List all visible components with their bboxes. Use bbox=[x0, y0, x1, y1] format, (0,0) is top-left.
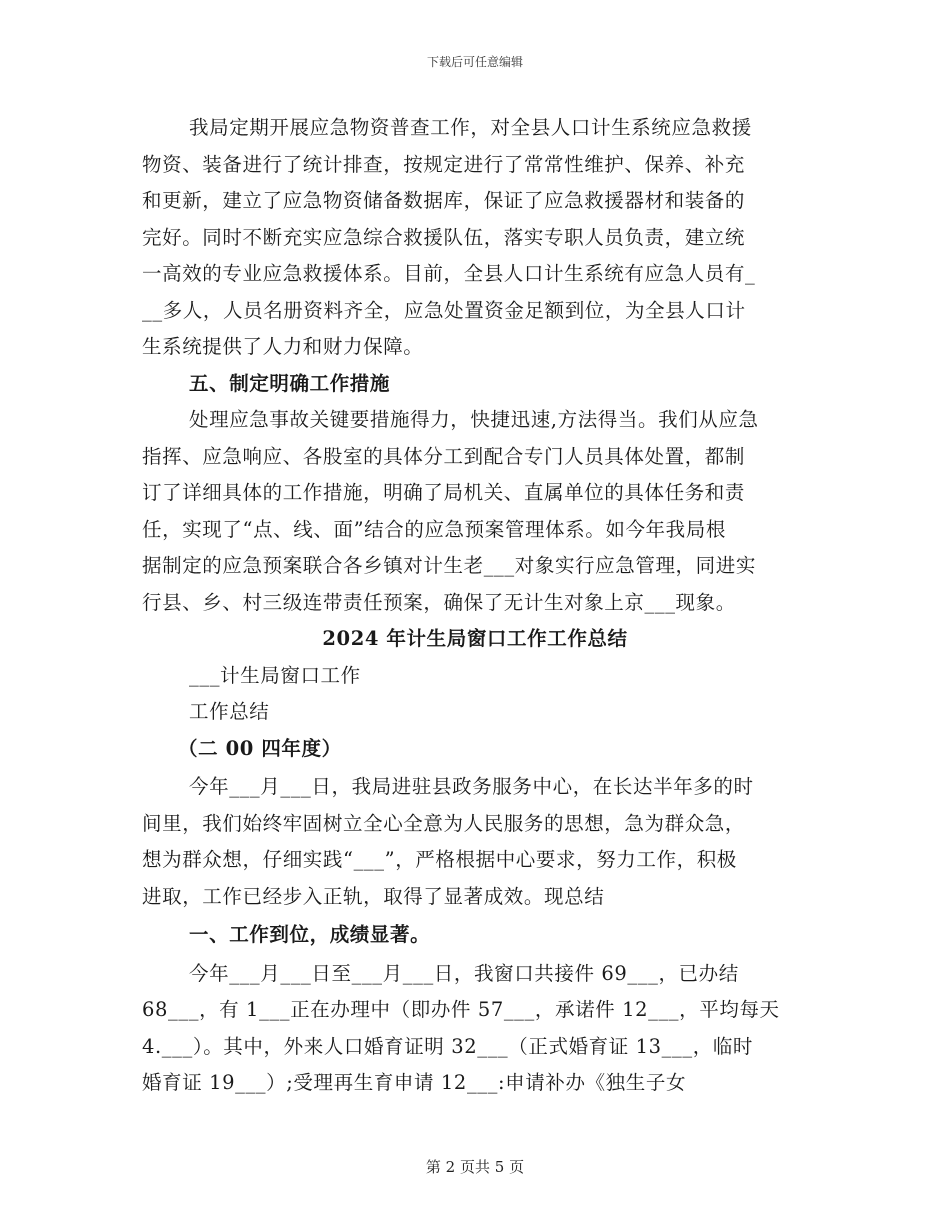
text-line: 婚育证 19___）;受理再生育申请 12___:申请补办《独生子女 bbox=[142, 1071, 687, 1094]
text-line: 间里，我们始终牢固树立全心全意为人民服务的思想，急为群众急， bbox=[142, 811, 746, 835]
subtitle-office: ___计生局窗口工作 bbox=[189, 663, 361, 687]
paragraph-measures bbox=[142, 402, 808, 621]
text-line: 我局定期开展应急物资普查工作，对全县人口计生系统应急救援 bbox=[189, 116, 752, 139]
page-footer: 第 2 页共 5 页 bbox=[425, 1158, 525, 1176]
text-line: 一高效的专业应急救援体系。目前，全县人口计生系统有应急人员有_ bbox=[142, 262, 756, 285]
text-line: 想为群众想，仔细实践“___”，严格根据中心要求，努力工作，积极 bbox=[142, 848, 737, 871]
document-title: 2024 年计生局窗口工作工作总结 bbox=[322, 627, 628, 650]
paragraph-intro bbox=[142, 769, 808, 915]
text-line: 订了详细具体的工作措施，明确了局机关、直属单位的具体任务和责 bbox=[142, 481, 746, 504]
text-line: 4.___）。其中，外来人口婚育证明 32___（正式婚育证 13___，临时 bbox=[142, 1034, 754, 1058]
text-line: 生系统提供了人力和财力保障。 bbox=[142, 335, 424, 358]
section-heading-one: 一、工作到位，成绩显著。 bbox=[189, 923, 431, 946]
text-line: 物资、装备进行了统计排查，按规定进行了常常性维护、保养、补充 bbox=[142, 152, 746, 176]
text-line: 完好。同时不断充实应急综合救援队伍，落实专职人员负责，建立统 bbox=[142, 225, 746, 249]
subtitle-year: （二 00 四年度） bbox=[178, 736, 342, 760]
document-body bbox=[142, 110, 808, 1102]
text-line: 和更新，建立了应急物资储备数据库，保证了应急救援器材和装备的 bbox=[142, 189, 746, 212]
text-line: 处理应急事故关键要措施得力，快捷迅速,方法得当。我们从应急 bbox=[189, 408, 759, 431]
section-heading-five: 五、制定明确工作措施 bbox=[189, 371, 391, 395]
paragraph-emergency-supplies bbox=[142, 110, 808, 366]
text-line: 行县、乡、村三级连带责任预案，确保了无计生对象上京___现象。 bbox=[142, 590, 736, 614]
text-line: 指挥、应急响应、各股室的具体分工到配合专门人员具体处置，都制 bbox=[142, 444, 746, 468]
text-line: 68___，有 1___正在办理中（即办件 57___，承诺件 12___，平均每天 bbox=[142, 998, 780, 1021]
subtitle-summary: 工作总结 bbox=[189, 700, 270, 723]
page-header: 下载后可任意编辑 bbox=[426, 55, 523, 69]
text-line: 进取，工作已经步入正轨，取得了显著成效。现总结 bbox=[142, 884, 605, 908]
paragraph-statistics bbox=[142, 956, 808, 1102]
text-line: 今年___月___日，我局进驻县政务服务中心，在长达半年多的时 bbox=[189, 775, 754, 798]
text-line: 今年___月___日至___月___日，我窗口共接件 69___，已办结 bbox=[189, 961, 739, 985]
text-line: 据制定的应急预案联合各乡镇对计生老___对象实行应急管理，同进实 bbox=[142, 554, 756, 577]
text-line: 任，实现了“点、线、面”结合的应急预案管理体系。如今年我局根 bbox=[142, 517, 726, 541]
text-line: __多人，人员名册资料齐全，应急处置资金足额到位，为全县人口计 bbox=[142, 298, 746, 322]
